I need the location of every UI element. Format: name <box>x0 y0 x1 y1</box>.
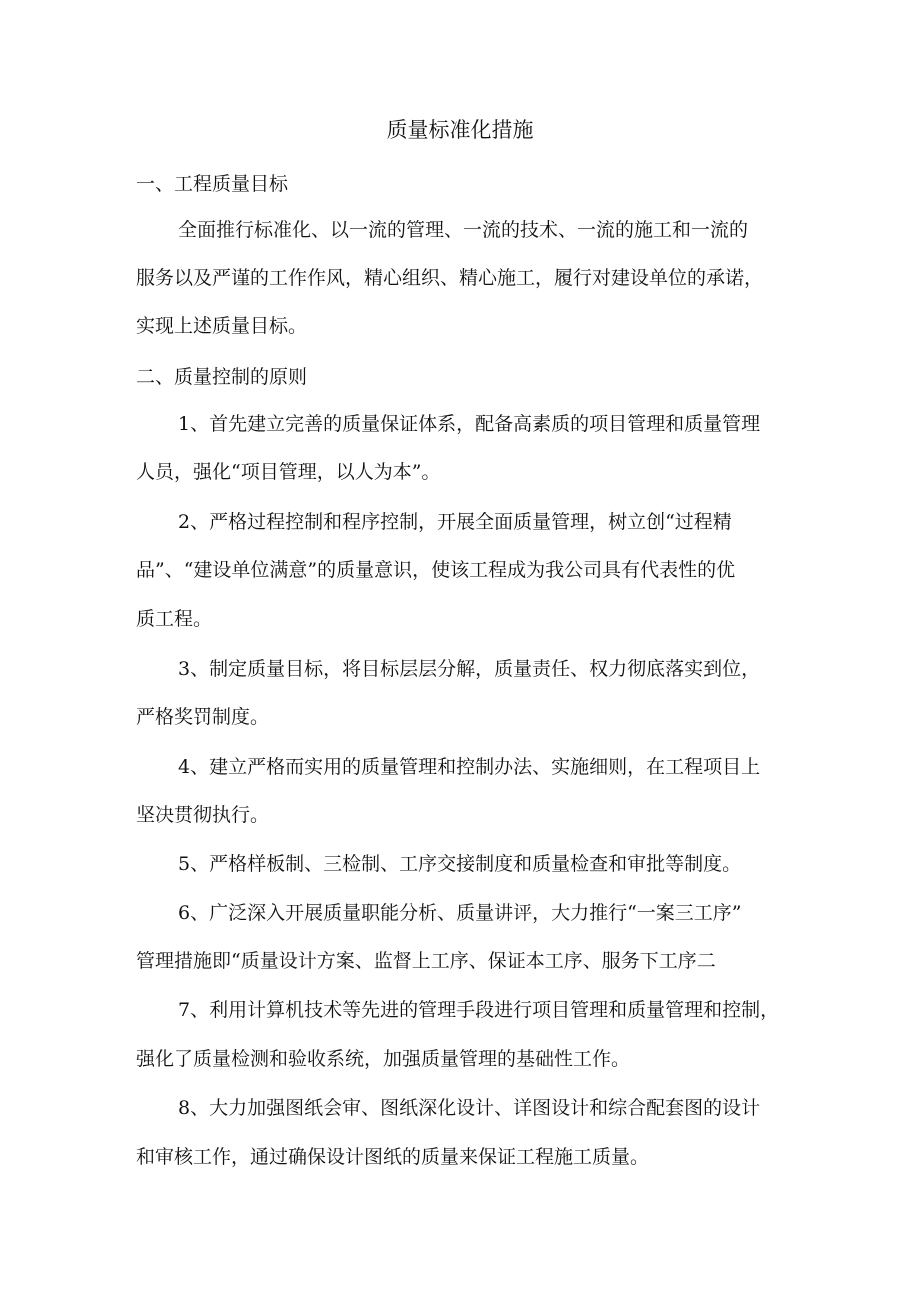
paragraph-line: 管理措施即“质量设计方案、监督上工序、保证本工序、服务下工序二 <box>136 950 716 972</box>
paragraph-line: 5、严格样板制、三检制、工序交接制度和质量检查和审批等制度。 <box>178 853 742 875</box>
paragraph-line: 强化了质量检测和验收系统，加强质量管理的基础性工作。 <box>136 1048 631 1070</box>
section-heading-quality-goal: 一、工程质量目标 <box>136 173 289 195</box>
paragraph-line: 品”、“建设单位满意”的质量意识，使该工程成为我公司具有代表性的优 <box>136 559 736 581</box>
paragraph-line: 7、利用计算机技术等先进的管理手段进行项目管理和质量管理和控制， <box>178 999 780 1021</box>
paragraph-line: 质工程。 <box>136 608 213 630</box>
paragraph-line: 和审核工作，通过确保设计图纸的质量来保证工程施工质量。 <box>136 1146 650 1168</box>
paragraph-line: 服务以及严谨的工作作风，精心组织、精心施工，履行对建设单位的承诺， <box>136 267 764 289</box>
paragraph-line: 1、首先建立完善的质量保证体系，配备高素质的项目管理和质量管理 <box>178 413 761 435</box>
document-title: 质量标准化措施 <box>386 118 534 142</box>
paragraph-line: 坚决贯彻执行。 <box>136 804 270 826</box>
paragraph-line: 严格奖罚制度。 <box>136 706 270 728</box>
paragraph-line: 3、制定质量目标，将目标层层分解，质量责任、权力彻底落实到位， <box>178 658 761 680</box>
paragraph-line: 全面推行标准化、以一流的管理、一流的技术、一流的施工和一流的 <box>178 219 749 241</box>
paragraph-line: 人员，强化“项目管理，以人为本”。 <box>136 461 441 483</box>
paragraph-line: 实现上述质量目标。 <box>136 315 308 337</box>
paragraph-line: 8、大力加强图纸会审、图纸深化设计、详图设计和综合配套图的设计 <box>178 1097 761 1119</box>
section-heading-control-principles: 二、质量控制的原则 <box>136 366 308 388</box>
paragraph-line: 4、建立严格而实用的质量管理和控制办法、实施细则，在工程项目上 <box>178 756 761 778</box>
paragraph-line: 6、广泛深入开展质量职能分析、质量讲评，大力推行“一案三工序” <box>178 902 742 924</box>
paragraph-line: 2、严格过程控制和程序控制，开展全面质量管理，树立创“过程精 <box>178 511 732 533</box>
